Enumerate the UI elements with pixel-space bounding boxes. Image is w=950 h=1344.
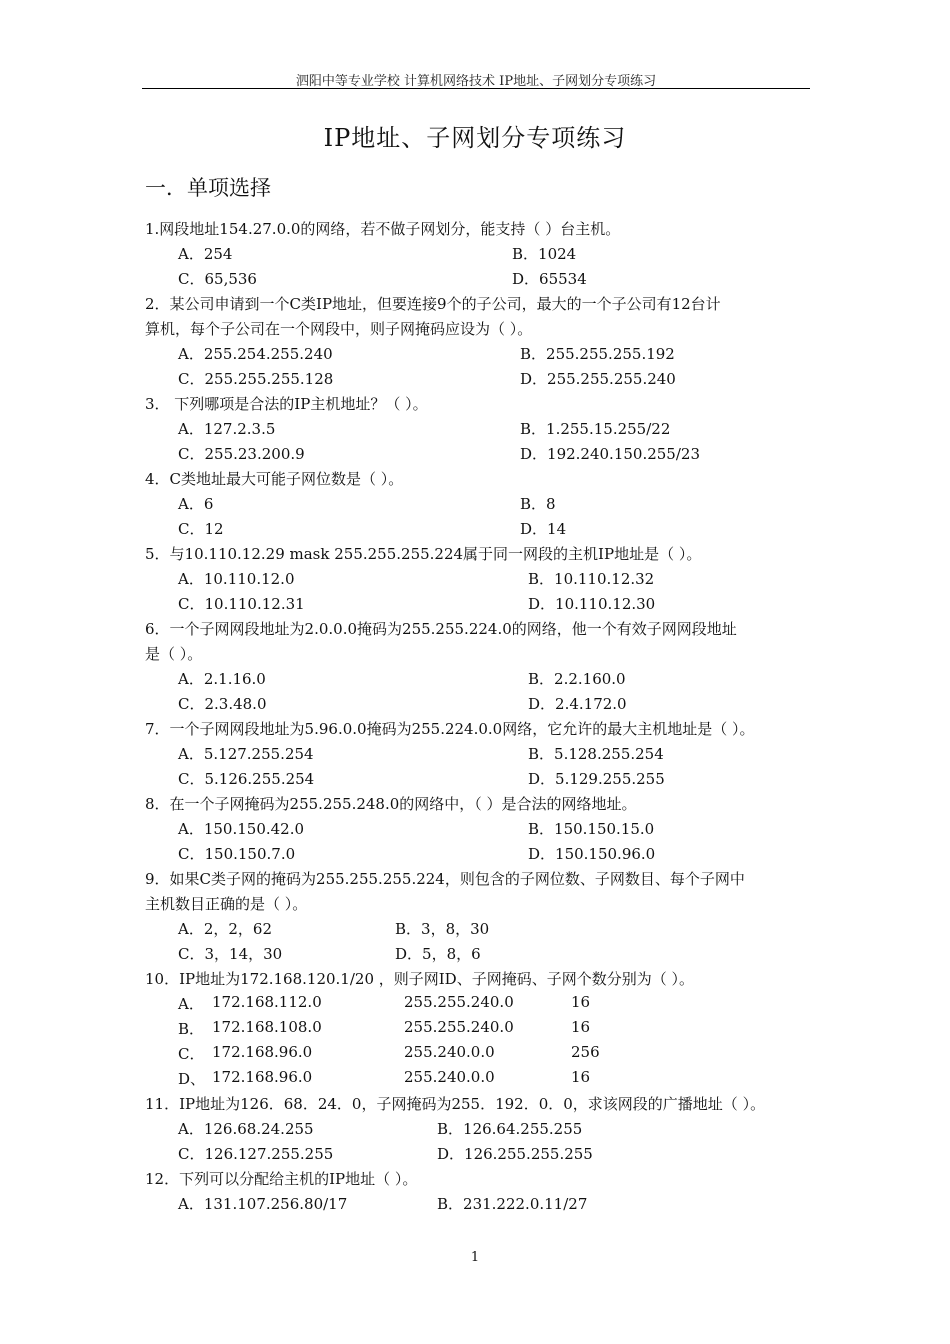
q2-option-d: D．255.255.255.240	[520, 370, 676, 388]
q6-option-b: B．2.2.160.0	[528, 670, 626, 688]
document-title: IP地址、子网划分专项练习	[323, 124, 627, 152]
q12-option-a: A．131.107.256.80/17	[178, 1195, 348, 1213]
question-10: 10．IP地址为172.168.120.1/20 ，则子网ID、子网掩码、子网个数分别为（ ）。	[145, 970, 694, 988]
q2-option-c: C．255.255.255.128	[178, 370, 334, 388]
q7-option-a: A．5.127.255.254	[178, 745, 314, 763]
q5-option-c: C．10.110.12.31	[178, 595, 305, 613]
q10-row-b-mask: 255.255.240.0	[404, 1018, 514, 1036]
question-3: 3． 下列哪项是合法的IP主机地址？（ ）。	[145, 395, 428, 413]
q10-row-c-id: 172.168.96.0	[212, 1043, 313, 1061]
q3-option-d: D．192.240.150.255/23	[520, 445, 700, 463]
q6-option-a: A．2.1.16.0	[178, 670, 266, 688]
question-7: 7．一个子网网段地址为5.96.0.0掩码为255.224.0.0网络，它允许的最大主机地址是（ ）。	[145, 720, 755, 738]
q3-option-a: A．127.2.3.5	[178, 420, 276, 438]
q9-option-c: C．3，14，30	[178, 945, 283, 963]
question-12: 12．下列可以分配给主机的IP地址（ ）。	[145, 1170, 418, 1188]
q10-row-b-label: B．	[178, 1020, 205, 1038]
q10-row-c-label: C．	[178, 1045, 205, 1063]
q3-option-c: C．255.23.200.9	[178, 445, 305, 463]
q1-option-b: B．1024	[512, 245, 577, 263]
q11-option-a: A．126.68.24.255	[178, 1120, 314, 1138]
question-6-line-1: 6．一个子网网段地址为2.0.0.0掩码为255.255.224.0的网络，他一个有效子网网段地址	[145, 620, 737, 638]
q10-row-a-label: A．	[178, 995, 204, 1013]
q10-row-d-count: 16	[571, 1068, 591, 1086]
q10-row-b-id: 172.168.108.0	[212, 1018, 322, 1036]
q4-option-b: B．8	[520, 495, 556, 513]
q6-option-d: D．2.4.172.0	[528, 695, 627, 713]
question-9-line-1: 9．如果C类子网的掩码为255.255.255.224，则包含的子网位数、子网数目、每个子网中	[145, 870, 745, 888]
question-6-line-2: 是（ ）。	[145, 645, 203, 663]
question-1: 1.网段地址154.27.0.0的网络，若不做子网划分，能支持（ ）台主机。	[145, 220, 621, 238]
question-2-line-1: 2．某公司申请到一个C类IP地址，但要连接9个的子公司，最大的一个子公司有12台计	[145, 295, 721, 313]
q5-option-d: D．10.110.12.30	[528, 595, 656, 613]
q2-option-a: A．255.254.255.240	[178, 345, 333, 363]
q5-option-a: A．10.110.12.0	[178, 570, 295, 588]
q6-option-c: C．2.3.48.0	[178, 695, 267, 713]
q10-row-c-count: 256	[571, 1043, 600, 1061]
q8-option-c: C．150.150.7.0	[178, 845, 296, 863]
q9-option-a: A．2，2，62	[178, 920, 273, 938]
q7-option-b: B．5.128.255.254	[528, 745, 664, 763]
q8-option-d: D．150.150.96.0	[528, 845, 656, 863]
q8-option-a: A．150.150.42.0	[178, 820, 305, 838]
q10-row-d-id: 172.168.96.0	[212, 1068, 313, 1086]
q10-row-d-label: D、	[178, 1070, 206, 1088]
question-4: 4．C类地址最大可能子网位数是（ ）。	[145, 470, 404, 488]
q2-option-b: B．255.255.255.192	[520, 345, 675, 363]
question-9-line-2: 主机数目正确的是（ ）。	[145, 895, 308, 913]
q5-option-b: B．10.110.12.32	[528, 570, 655, 588]
q11-option-c: C．126.127.255.255	[178, 1145, 334, 1163]
q10-row-a-id: 172.168.112.0	[212, 993, 322, 1011]
question-8: 8．在一个子网掩码为255.255.248.0的网络中，（ ）是合法的网络地址。	[145, 795, 637, 813]
question-2-line-2: 算机，每个子公司在一个网段中，则子网掩码应设为（ ）。	[145, 320, 533, 338]
q1-option-d: D．65534	[512, 270, 587, 288]
q10-row-a-mask: 255.255.240.0	[404, 993, 514, 1011]
q1-option-c: C．65,536	[178, 270, 257, 288]
q4-option-d: D．14	[520, 520, 567, 538]
q11-option-d: D．126.255.255.255	[437, 1145, 593, 1163]
q1-option-a: A．254	[178, 245, 233, 263]
q10-row-c-mask: 255.240.0.0	[404, 1043, 495, 1061]
q10-row-a-count: 16	[571, 993, 591, 1011]
question-5: 5．与10.110.12.29 mask 255.255.255.224属于同一网段的主机IP地址是（ ）。	[145, 545, 702, 563]
q12-option-b: B．231.222.0.11/27	[437, 1195, 588, 1213]
question-11: 11．IP地址为126．68．24．0，子网掩码为255．192．0．0，求该网段的广播地址（ ）。	[145, 1095, 766, 1113]
q7-option-c: C．5.126.255.254	[178, 770, 315, 788]
q7-option-d: D．5.129.255.255	[528, 770, 665, 788]
q8-option-b: B．150.150.15.0	[528, 820, 655, 838]
q4-option-c: C．12	[178, 520, 224, 538]
q11-option-b: B．126.64.255.255	[437, 1120, 583, 1138]
q10-row-b-count: 16	[571, 1018, 591, 1036]
q9-option-d: D．5，8，6	[395, 945, 481, 963]
q9-option-b: B．3，8，30	[395, 920, 490, 938]
q3-option-b: B．1.255.15.255/22	[520, 420, 671, 438]
header-rule	[142, 88, 810, 89]
q4-option-a: A．6	[178, 495, 214, 513]
page-number: 1	[470, 1250, 480, 1265]
section-heading: 一．单项选择	[145, 176, 271, 200]
q10-row-d-mask: 255.240.0.0	[404, 1068, 495, 1086]
page-header: 泗阳中等专业学校 计算机网络技术 IP地址、子网划分专项练习	[295, 74, 657, 89]
